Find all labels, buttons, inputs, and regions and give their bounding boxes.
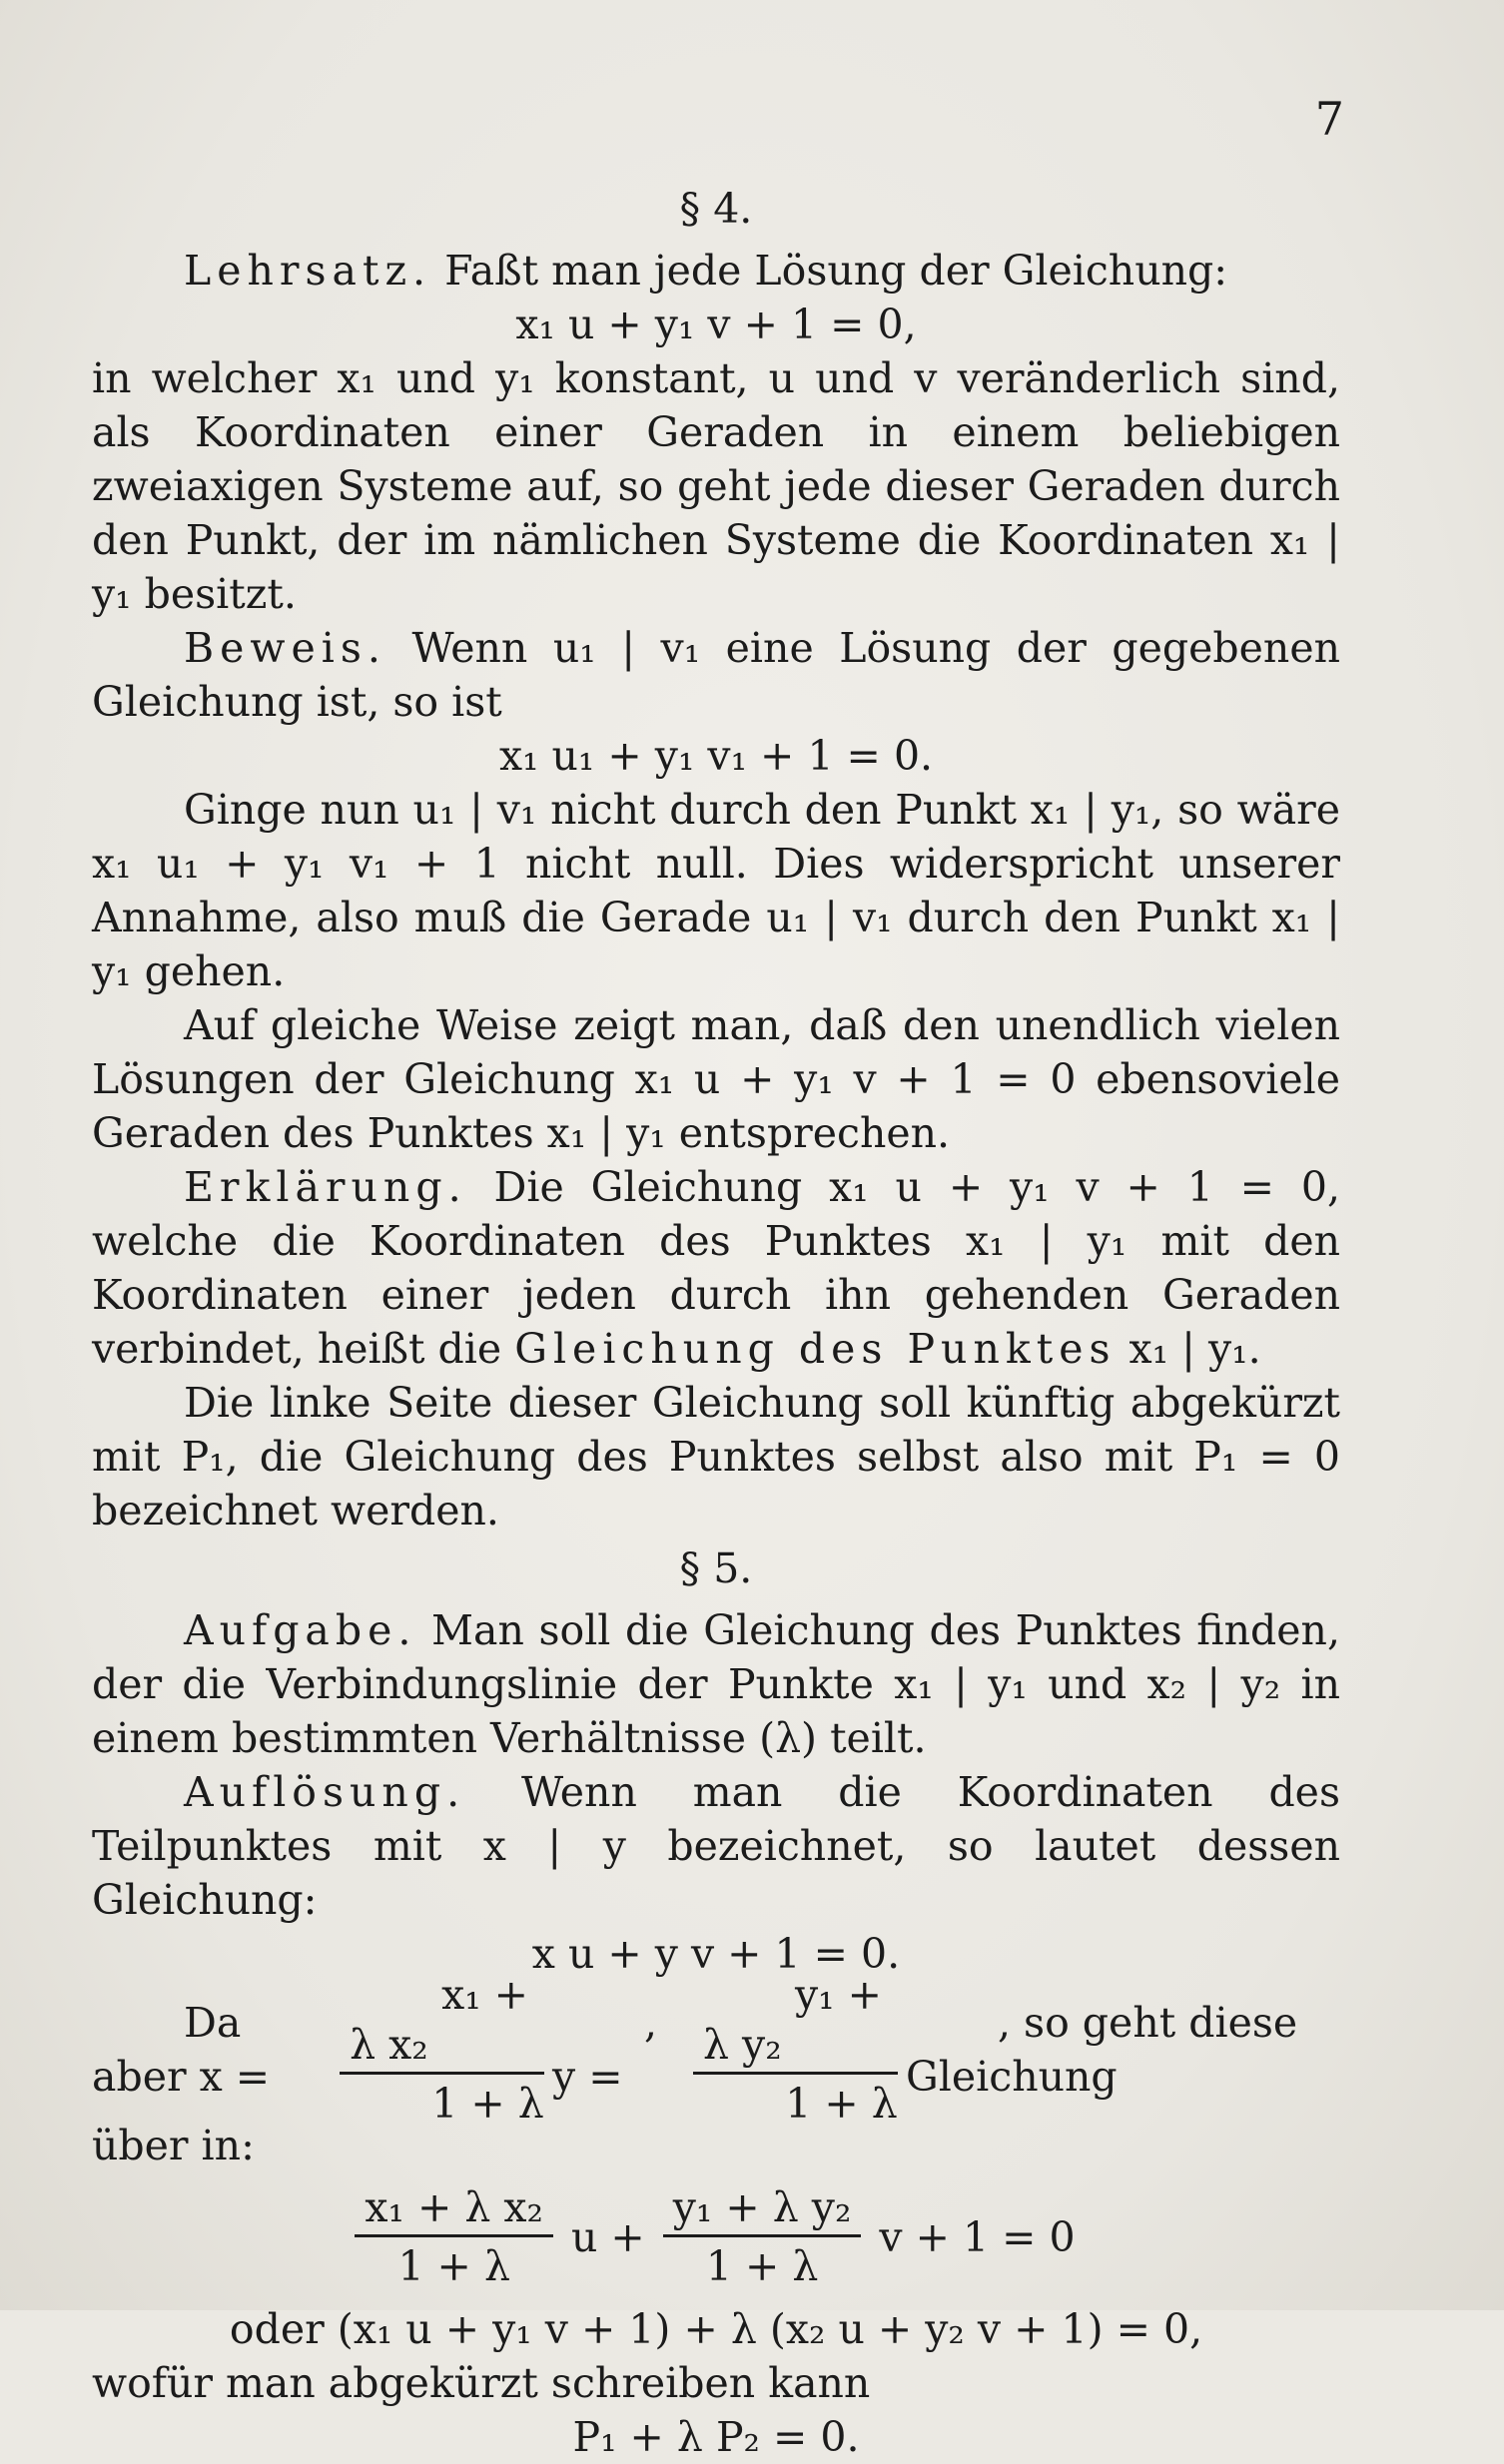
- fraction-x-numerator: x₁ + λ x₂: [340, 1970, 544, 2075]
- equation-3: x u + y v + 1 = 0.: [531, 1930, 901, 1978]
- equation-4-fraction-2-numerator: y₁ + λ y₂: [663, 2182, 862, 2237]
- erklaerung-label: Erklärung.: [184, 1163, 467, 1211]
- lehrsatz-paragraph: [92, 244, 1340, 298]
- erklaerung-text-b: x₁ | y₁.: [1128, 1325, 1261, 1373]
- beweis-label: Beweis.: [184, 624, 386, 672]
- equation-1: x₁ u + y₁ v + 1 = 0,: [515, 301, 917, 348]
- aufloesung-text: Wenn man die Koordinaten des Teilpunktes mit x | y bezeichnet, so lautet dessen Gleichung:: [92, 1768, 1340, 1924]
- equation-4-fraction-2-denominator: 1 + λ: [705, 2241, 819, 2290]
- equation-5: oder (x₁ u + y₁ v + 1) + λ (x₂ u + y₂ v + 1) = 0,: [229, 2305, 1203, 2353]
- fraction-x-denominator: 1 + λ: [431, 2079, 544, 2128]
- equation-4-fraction-1: [355, 2182, 553, 2293]
- equation-4-middle: u +: [570, 2213, 645, 2261]
- page-body: [92, 178, 1340, 2464]
- wofuer-text: wofür man abgekürzt schreiben kann: [92, 2359, 871, 2407]
- erklaerung-paragraph: [92, 1160, 1340, 1376]
- page-number: 7: [1314, 92, 1344, 146]
- aufgabe-text: Man soll die Gleichung des Punktes finden, der die Verbindungslinie der Punkte x₁ | y₁ und x₂ | y₂ in einem bestimmten Verhältnisse (λ) teilt.: [92, 1606, 1340, 1762]
- equation-4-fraction-1-denominator: 1 + λ: [397, 2241, 510, 2290]
- fraction-y-numerator: y₁ + λ y₂: [693, 1970, 898, 2075]
- lehrsatz-text: Faßt man jede Lösung der Gleichung:: [444, 247, 1228, 295]
- comma-y-text: , y =: [552, 1999, 658, 2101]
- da-aber-text: Da aber x =: [92, 1999, 271, 2101]
- beweis-paragraph: [92, 621, 1340, 729]
- equation-4-fraction-1-numerator: x₁ + λ x₂: [355, 2182, 553, 2237]
- erklaerung-text-a: Die Gleichung x₁ u + y₁ v + 1 = 0, welche die Koordinaten des Punktes x₁ | y₁ mit den Koordinaten einer jeden durch ihn gehenden Geraden verbindet, heißt die: [92, 1163, 1340, 1373]
- paragraph-1: in welcher x₁ und y₁ konstant, u und v veränderlich sind, als Koordinaten einer Geraden in einem beliebigen zweiaxigen Systeme auf, so geht jede dieser Geraden durch den Punkt, der im nämlichen Systeme die Koordinaten x₁ | y₁ besitzt.: [92, 354, 1340, 618]
- fraction-y: [693, 1970, 898, 2131]
- equation-6: P₁ + λ P₂ = 0.: [572, 2413, 860, 2461]
- substitution-line: [92, 1970, 1340, 2128]
- paragraph-2: Ginge nun u₁ | v₁ nicht durch den Punkt x₁ | y₁, so wäre x₁ u₁ + y₁ v₁ + 1 nicht null. Dies widerspricht unserer Annahme, also muß die Gerade u₁ | v₁ durch den Punkt x₁ | y₁ gehen.: [92, 786, 1340, 995]
- paragraph-3: Auf gleiche Weise zeigt man, daß den unendlich vielen Lösungen der Gleichung x₁ u + y₁ v + 1 = 0 ebensoviele Geraden des Punktes x₁ | y₁ entsprechen.: [92, 1001, 1340, 1157]
- fraction-x: [340, 1970, 544, 2131]
- aufgabe-paragraph: [92, 1603, 1340, 1765]
- aufloesung-label: Auflösung.: [184, 1768, 466, 1816]
- erklaerung-term: Gleichung des Punktes: [514, 1325, 1117, 1373]
- aufloesung-paragraph: [92, 1765, 1340, 1927]
- equation-4-end: v + 1 = 0: [879, 2213, 1076, 2261]
- paragraph-4: Die linke Seite dieser Gleichung soll künftig abgekürzt mit P₁, die Gleichung des Punktes selbst also mit P₁ = 0 bezeichnet werden.: [92, 1379, 1340, 1535]
- so-geht-text: , so geht diese Gleichung: [905, 1999, 1298, 2101]
- fraction-y-denominator: 1 + λ: [785, 2079, 898, 2128]
- beweis-text: Wenn u₁ | v₁ eine Lösung der gegebenen Gleichung ist, so ist: [92, 624, 1340, 726]
- aufgabe-label: Aufgabe.: [184, 1606, 417, 1654]
- section-4-heading: § 4.: [679, 185, 753, 233]
- lehrsatz-label: Lehrsatz.: [184, 247, 432, 295]
- equation-4-fraction-2: [663, 2182, 862, 2293]
- equation-4: [92, 2172, 1340, 2302]
- equation-2: x₁ u₁ + y₁ v₁ + 1 = 0.: [498, 732, 934, 780]
- ueber-in-text: über in:: [92, 2122, 255, 2169]
- section-5-heading: § 5.: [679, 1544, 753, 1592]
